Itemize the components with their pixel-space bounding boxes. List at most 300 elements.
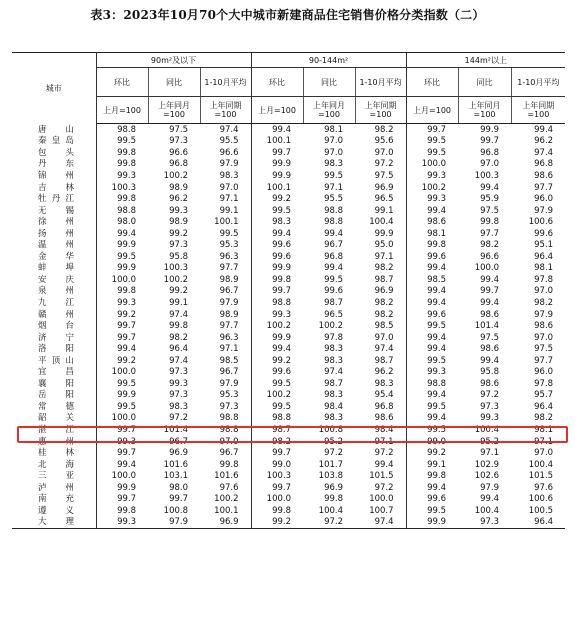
value-cell: 98.8 [251, 413, 303, 425]
city-name: 泉州 [38, 286, 74, 297]
value-cell: 98.1 [324, 124, 344, 135]
value-cell: 100.4 [369, 217, 394, 228]
col-header-avg: 1-10月平均 [355, 68, 406, 97]
base-header-avg: 上年同期=100 [511, 97, 565, 124]
value-cell: 97.0 [219, 182, 239, 193]
value-cell: 97.0 [374, 332, 394, 343]
city-cell [12, 297, 96, 309]
city-name: 赣州 [38, 309, 74, 320]
city-cell [12, 505, 96, 517]
value-cell: 97.7 [534, 182, 554, 193]
value-cell: 99.7 [251, 482, 303, 494]
value-cell: 99.4 [406, 332, 458, 344]
table-row [12, 378, 565, 390]
value-cell: 99.3 [406, 193, 458, 205]
value-cell: 96.8 [169, 159, 188, 170]
city-name: 大理 [38, 517, 74, 528]
value-cell: 96.8 [534, 159, 554, 170]
value-cell: 97.2 [324, 448, 344, 459]
value-cell: 98.3 [324, 355, 344, 366]
city-name: 丹东 [38, 159, 74, 170]
table-row [12, 366, 565, 378]
value-cell: 99.8 [117, 286, 136, 297]
value-cell: 99.6 [534, 228, 554, 239]
value-cell: 98.3 [219, 170, 239, 181]
value-cell: 98.3 [251, 216, 303, 228]
value-cell: 99.4 [534, 124, 554, 135]
value-cell: 97.7 [219, 321, 239, 332]
value-cell: 100.0 [369, 494, 394, 505]
value-cell: 98.6 [534, 170, 554, 181]
city-name: 韶关 [38, 413, 74, 424]
value-cell: 97.1 [534, 436, 554, 447]
value-cell: 98.7 [324, 297, 344, 308]
city-cell [12, 274, 96, 286]
value-cell: 99.4 [406, 297, 458, 309]
value-cell: 99.7 [117, 332, 136, 343]
price-index-table [12, 52, 565, 529]
value-cell: 99.9 [251, 332, 303, 344]
value-cell: 98.7 [374, 355, 394, 366]
city-cell [12, 147, 96, 159]
value-cell: 97.2 [480, 390, 500, 401]
value-cell: 96.5 [374, 194, 394, 205]
value-cell: 99.8 [251, 505, 303, 517]
value-cell: 98.2 [374, 263, 394, 274]
table-row [12, 159, 565, 171]
value-cell: 97.3 [219, 401, 239, 412]
value-cell: 97.0 [534, 286, 554, 297]
value-cell: 99.2 [117, 309, 136, 320]
value-cell: 97.3 [169, 136, 188, 147]
value-cell: 97.2 [374, 448, 394, 459]
value-cell: 98.9 [219, 274, 239, 285]
city-name: 无锡 [38, 205, 74, 216]
value-cell: 98.4 [374, 424, 394, 435]
city-cell [12, 216, 96, 228]
city-name: 金华 [38, 251, 74, 262]
value-cell: 100.0 [111, 274, 136, 285]
city-name: 北海 [38, 459, 74, 470]
value-cell: 97.3 [480, 401, 500, 412]
base-header-yoy: 上年同月=100 [458, 97, 511, 124]
city-name: 平顶山 [38, 355, 74, 366]
value-cell: 98.5 [374, 321, 394, 332]
value-cell: 95.8 [169, 251, 188, 262]
col-header-mom: 环比 [96, 68, 148, 97]
base-header-avg: 上年同期=100 [200, 97, 251, 124]
value-cell: 99.2 [251, 355, 303, 367]
value-cell: 97.1 [219, 194, 239, 205]
value-cell: 98.4 [324, 401, 344, 412]
table-row [12, 216, 565, 228]
value-cell: 99.7 [117, 448, 136, 459]
value-cell: 99.3 [117, 297, 136, 308]
value-cell: 100.3 [111, 182, 136, 193]
value-cell: 99.0 [251, 459, 303, 471]
value-cell: 97.0 [324, 136, 344, 147]
table-row [12, 228, 565, 240]
value-cell: 97.7 [480, 228, 500, 239]
table-row [12, 390, 565, 402]
value-cell: 100.2 [406, 182, 458, 194]
value-cell: 99.9 [117, 482, 136, 493]
value-cell: 99.4 [406, 286, 458, 298]
col-header-mom: 环比 [251, 68, 303, 97]
value-cell: 103.8 [318, 471, 344, 482]
value-cell: 99.3 [480, 413, 500, 424]
city-name: 吉林 [38, 182, 74, 193]
value-cell: 101.6 [214, 471, 239, 482]
value-cell: 99.0 [406, 436, 458, 448]
value-cell: 99.9 [117, 240, 136, 251]
table-row [12, 239, 565, 251]
value-cell: 101.5 [528, 471, 554, 482]
value-cell: 98.3 [324, 159, 344, 170]
value-cell: 99.9 [117, 390, 136, 401]
value-cell: 95.5 [219, 136, 239, 147]
value-cell: 97.9 [148, 517, 200, 529]
value-cell: 97.2 [374, 159, 394, 170]
value-cell: 98.3 [374, 378, 394, 389]
value-cell: 98.2 [169, 332, 188, 343]
value-cell: 100.0 [111, 367, 136, 378]
value-cell: 100.8 [163, 505, 188, 516]
value-cell: 98.6 [406, 216, 458, 228]
value-cell: 96.6 [480, 251, 500, 262]
value-cell: 99.6 [406, 494, 458, 506]
value-cell: 100.3 [163, 263, 188, 274]
city-name: 三亚 [38, 471, 74, 482]
table-row [12, 413, 565, 425]
city-cell [12, 447, 96, 459]
value-cell: 99.8 [117, 147, 136, 158]
value-cell: 97.9 [219, 159, 239, 170]
value-cell: 99.4 [406, 263, 458, 275]
table-row [12, 343, 565, 355]
value-cell: 98.0 [117, 217, 136, 228]
value-cell: 99.2 [117, 355, 136, 366]
value-cell: 97.4 [355, 517, 406, 529]
col-header-avg: 1-10月平均 [511, 68, 565, 97]
table-row [12, 124, 565, 136]
city-cell [12, 251, 96, 263]
value-cell: 99.3 [406, 170, 458, 182]
city-name: 岳阳 [38, 390, 74, 401]
value-cell: 96.4 [534, 251, 554, 262]
city-cell [12, 182, 96, 194]
value-cell: 99.4 [406, 390, 458, 402]
value-cell: 98.6 [534, 321, 554, 332]
value-cell: 100.0 [474, 263, 500, 274]
value-cell: 95.0 [374, 240, 394, 251]
value-cell: 99.4 [480, 297, 500, 308]
table-row [12, 309, 565, 321]
value-cell: 99.5 [219, 228, 239, 239]
value-cell: 99.5 [251, 205, 303, 217]
value-cell: 97.9 [534, 309, 554, 320]
value-cell: 96.2 [374, 367, 394, 378]
value-cell: 98.1 [406, 228, 458, 240]
value-cell: 98.6 [480, 309, 500, 320]
table-row [12, 320, 565, 332]
value-cell: 99.4 [251, 124, 303, 136]
col-header-yoy: 同比 [303, 68, 355, 97]
value-cell: 101.6 [163, 459, 188, 470]
value-cell: 99.4 [324, 228, 344, 239]
value-cell: 98.7 [374, 274, 394, 285]
table-row [12, 482, 565, 494]
value-cell: 98.1 [534, 424, 554, 435]
value-cell: 99.9 [251, 170, 303, 182]
value-cell: 99.8 [324, 494, 344, 505]
value-cell: 99.9 [480, 124, 500, 135]
city-name: 湛江 [38, 424, 74, 435]
value-cell: 97.1 [374, 436, 394, 447]
value-cell: 100.7 [369, 505, 394, 516]
value-cell: 95.1 [534, 240, 554, 251]
value-cell: 99.6 [406, 309, 458, 321]
value-cell: 99.5 [251, 378, 303, 390]
base-header-mom: 上月=100 [251, 97, 303, 124]
value-cell: 99.7 [480, 286, 500, 297]
value-cell: 98.9 [169, 217, 188, 228]
city-name: 宜昌 [38, 367, 74, 378]
value-cell: 97.0 [374, 147, 394, 158]
value-cell: 96.2 [534, 136, 554, 147]
value-cell: 96.8 [480, 147, 500, 158]
city-cell [12, 136, 96, 148]
table-row [12, 286, 565, 298]
city-cell [12, 286, 96, 298]
value-cell: 100.2 [163, 170, 188, 181]
value-cell: 98.8 [406, 378, 458, 390]
base-header-mom: 上月=100 [96, 97, 148, 124]
city-name: 济宁 [38, 332, 74, 343]
value-cell: 97.4 [374, 344, 394, 355]
value-cell: 98.2 [374, 124, 394, 135]
highlight-box [17, 426, 568, 443]
table-row [12, 263, 565, 275]
value-cell: 99.2 [406, 447, 458, 459]
value-cell: 101.5 [369, 471, 394, 482]
value-cell: 96.7 [219, 367, 239, 378]
value-cell: 98.8 [324, 205, 344, 216]
value-cell: 98.8 [219, 424, 239, 435]
value-cell: 99.3 [406, 366, 458, 378]
city-name: 包头 [38, 147, 74, 158]
value-cell: 99.3 [117, 436, 136, 447]
value-cell: 95.7 [534, 390, 554, 401]
value-cell: 100.1 [251, 182, 303, 194]
value-cell: 99.5 [406, 136, 458, 148]
base-header-yoy: 上年同月=100 [303, 97, 355, 124]
value-cell: 98.2 [534, 413, 554, 424]
value-cell: 99.1 [219, 205, 239, 216]
value-cell: 99.7 [480, 136, 500, 147]
value-cell: 97.5 [534, 344, 554, 355]
table-row [12, 470, 565, 482]
value-cell: 100.6 [528, 494, 554, 505]
city-cell [12, 205, 96, 217]
city-cell [12, 494, 96, 506]
city-name: 常德 [38, 401, 74, 412]
value-cell: 100.2 [251, 390, 303, 402]
value-cell: 97.4 [169, 309, 188, 320]
value-cell: 99.7 [251, 447, 303, 459]
value-cell: 99.6 [251, 366, 303, 378]
value-cell: 99.9 [117, 263, 136, 274]
city-cell [12, 124, 96, 136]
value-cell: 96.4 [534, 401, 554, 412]
value-cell: 100.4 [528, 459, 554, 470]
value-cell: 97.5 [480, 205, 500, 216]
city-cell [12, 470, 96, 482]
value-cell: 97.0 [480, 159, 500, 170]
city-name: 牡丹江 [38, 194, 74, 205]
value-cell: 96.9 [169, 448, 188, 459]
value-cell: 95.9 [480, 194, 500, 205]
col-header-yoy: 同比 [458, 68, 511, 97]
value-cell: 98.5 [406, 274, 458, 286]
value-cell: 97.1 [324, 182, 344, 193]
value-cell: 99.5 [117, 378, 136, 389]
value-cell: 99.4 [251, 228, 303, 240]
city-name: 烟台 [38, 321, 74, 332]
value-cell: 99.5 [406, 424, 458, 436]
city-name: 唐山 [38, 124, 74, 135]
value-cell: 98.3 [324, 390, 344, 401]
value-cell: 96.0 [534, 194, 554, 205]
value-cell: 98.2 [251, 436, 303, 448]
value-cell: 96.5 [324, 309, 344, 320]
value-cell: 96.7 [219, 286, 239, 297]
base-header-yoy: 上年同月=100 [148, 97, 200, 124]
value-cell: 97.2 [374, 482, 394, 493]
city-cell [12, 401, 96, 413]
value-cell: 98.3 [324, 344, 344, 355]
value-cell: 97.4 [219, 124, 239, 135]
table-row [12, 459, 565, 471]
city-cell [12, 459, 96, 471]
city-name: 桂林 [38, 448, 74, 459]
value-cell: 99.4 [480, 355, 500, 366]
value-cell: 100.3 [474, 170, 500, 181]
value-cell: 99.4 [480, 494, 500, 505]
value-cell: 97.1 [480, 448, 500, 459]
value-cell: 95.2 [324, 436, 344, 447]
value-cell: 100.5 [528, 505, 554, 516]
value-cell: 95.8 [480, 367, 500, 378]
value-cell: 99.7 [251, 147, 303, 159]
value-cell: 99.4 [406, 413, 458, 425]
value-cell: 97.9 [219, 378, 239, 389]
city-cell [12, 239, 96, 251]
value-cell: 98.2 [374, 297, 394, 308]
value-cell: 99.5 [406, 355, 458, 367]
value-cell: 99.7 [117, 321, 136, 332]
value-cell: 99.1 [169, 297, 188, 308]
value-cell: 97.9 [219, 297, 239, 308]
table-row [12, 170, 565, 182]
value-cell: 95.3 [219, 240, 239, 251]
value-cell: 98.6 [480, 378, 500, 389]
value-cell: 99.7 [406, 124, 458, 136]
value-cell: 99.7 [169, 494, 188, 505]
table-row [12, 332, 565, 344]
value-cell: 99.4 [117, 344, 136, 355]
value-cell: 96.2 [169, 194, 188, 205]
value-cell: 98.3 [169, 401, 188, 412]
city-cell [12, 263, 96, 275]
value-cell: 99.5 [406, 320, 458, 332]
value-cell: 99.9 [374, 228, 394, 239]
table-row [12, 505, 565, 517]
value-cell: 97.5 [169, 124, 188, 135]
value-cell: 97.5 [480, 332, 500, 343]
value-cell: 97.3 [169, 390, 188, 401]
value-cell: 99.7 [251, 286, 303, 298]
value-cell: 99.9 [251, 263, 303, 275]
value-cell: 97.8 [324, 332, 344, 343]
value-cell: 97.4 [534, 147, 554, 158]
value-cell: 97.9 [534, 205, 554, 216]
value-cell: 100.1 [251, 136, 303, 148]
value-cell: 97.2 [169, 413, 188, 424]
value-cell: 99.8 [406, 239, 458, 251]
value-cell: 96.7 [324, 240, 344, 251]
city-name: 泸州 [38, 482, 74, 493]
city-cell [12, 366, 96, 378]
value-cell: 96.9 [200, 517, 251, 529]
value-cell: 96.3 [219, 251, 239, 262]
value-cell: 99.5 [324, 170, 344, 181]
value-cell: 98.1 [534, 263, 554, 274]
value-cell: 96.0 [534, 367, 554, 378]
value-cell: 99.2 [251, 193, 303, 205]
value-cell: 99.2 [169, 286, 188, 297]
value-cell: 101.4 [163, 424, 188, 435]
base-header-mom: 上月=100 [406, 97, 458, 124]
value-cell: 100.1 [214, 217, 239, 228]
value-cell: 100.0 [406, 159, 458, 171]
value-cell: 99.3 [251, 309, 303, 321]
value-cell: 99.4 [117, 459, 136, 470]
value-cell: 97.7 [219, 263, 239, 274]
table-row [12, 447, 565, 459]
value-cell: 96.8 [374, 401, 394, 412]
value-cell: 95.5 [324, 194, 344, 205]
value-cell: 99.2 [169, 228, 188, 239]
value-cell: 99.5 [117, 401, 136, 412]
table-row [12, 182, 565, 194]
value-cell: 100.4 [474, 424, 500, 435]
value-cell: 100.4 [474, 505, 500, 516]
value-cell: 99.8 [251, 274, 303, 286]
value-cell: 100.3 [251, 470, 303, 482]
value-cell: 99.4 [117, 228, 136, 239]
value-cell: 100.8 [318, 424, 344, 435]
value-cell: 99.1 [374, 205, 394, 216]
value-cell: 97.2 [303, 517, 355, 529]
value-cell: 96.9 [324, 482, 344, 493]
table-row [12, 274, 565, 286]
value-cell: 100.6 [528, 217, 554, 228]
value-cell: 97.8 [534, 274, 554, 285]
col-header-yoy: 同比 [148, 68, 200, 97]
table-row [12, 494, 565, 506]
value-cell: 97.0 [534, 332, 554, 343]
